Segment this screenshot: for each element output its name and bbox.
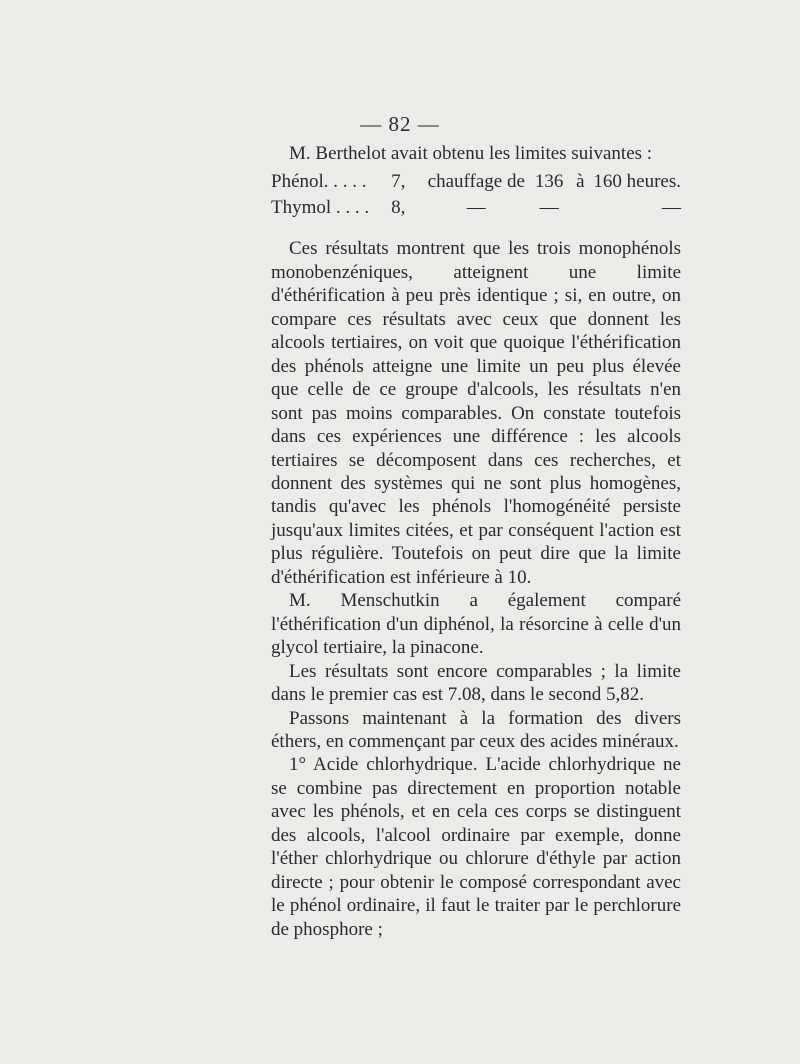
intro-line: M. Berthelot avait obtenu les limites suivantes : — [289, 143, 653, 164]
spacer — [271, 225, 681, 237]
condition: — — [466, 197, 486, 218]
condition: chauffage de — [427, 171, 525, 192]
condition-start: 136 — [534, 171, 564, 192]
paragraph: Ces résultats montrent que les trois monophénols monobenzéniques, atteignent une limite d'éthérification à peu près identique ; si, en outre, on compare ces résultats avec ceux que donnent les alcools tertiaires, on voit que quoique l'éthérification des phénols atteigne une limite un peu plus élevée que celle de ce groupe d'alcools, les résultats n'en sont pas moins comparables. On constate toutefois dans ces expériences une différence : les alcools tertiaires se décomposent dans ces recherches, et donnent des systèmes qui ne sont plus homogènes, tandis qu'avec les phénols l'homogénéité persiste jusqu'aux limites citées, et par conséquent l'action est plus régulière. Toutefois on peut dire que la limite d'éthérification est inférieure à 10. — [271, 238, 681, 588]
compound-name: Thymol . . . . — [271, 197, 370, 218]
condition-start: — — [539, 197, 559, 218]
condition-end: 160 heures. — [593, 171, 681, 192]
paragraph: Passons maintenant à la formation des divers éthers, en commençant par ceux des acides minéraux. — [271, 707, 681, 752]
text-block — [271, 142, 681, 941]
paragraph: 1° Acide chlorhydrique. L'acide chlorhydrique ne se combine pas directement en proportion notable avec les phénols, et en cela ces corps se distinguent des alcools, l'alcool ordinaire par exemple, donne l'éther chlorhydrique ou chlorure d'éthyle par action directe ; pour obtenir le composé correspondant avec le phénol ordinaire, il faut le traiter par le perchlorure de phosphore ; — [271, 754, 681, 940]
limit-value: 7, — [391, 171, 406, 192]
condition-end: — — [662, 197, 681, 218]
condition-sep — [567, 193, 593, 219]
compound-name: Phénol. . . . . — [271, 171, 367, 192]
limits-table — [271, 167, 681, 219]
paragraph: M. Menschutkin a également comparé l'éthérification d'un diphénol, la résorcine à celle d'un glycol tertiaire, la pinacone. — [271, 590, 681, 659]
table-row — [271, 167, 681, 193]
page-number: — 82 — — [360, 112, 440, 136]
limit-value: 8, — [391, 197, 406, 218]
table-row — [271, 193, 681, 219]
condition-sep: à — [576, 171, 585, 192]
paragraph: Les résultats sont encore comparables ; la limite dans le premier cas est 7.08, dans le second 5,82. — [271, 660, 681, 706]
